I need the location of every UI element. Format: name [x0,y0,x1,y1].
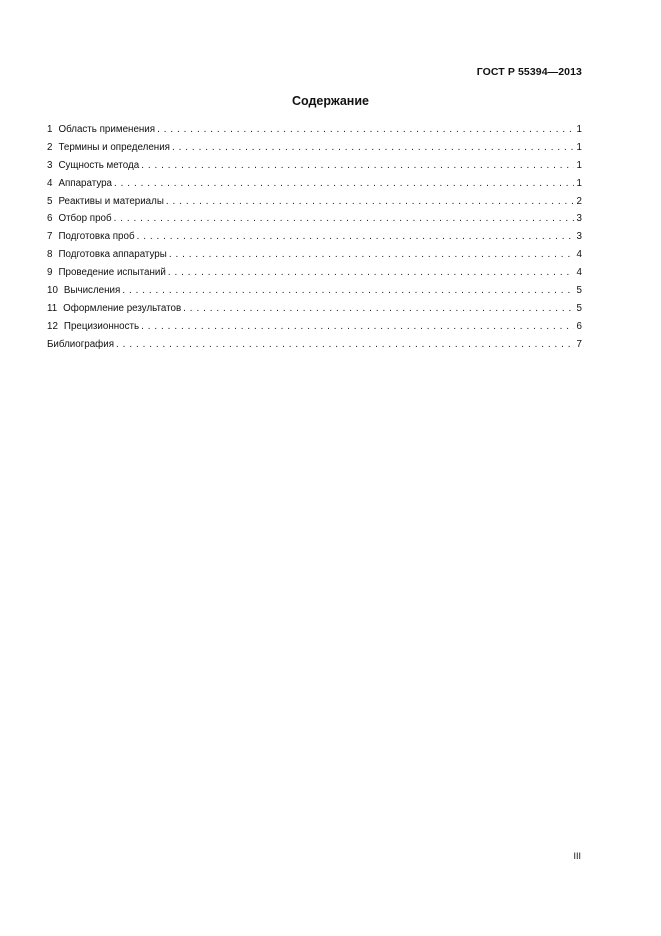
dot-leader [166,193,574,211]
dot-leader [172,139,574,157]
dot-leader [157,121,573,139]
dot-leader [137,228,574,246]
toc-title: Содержание [291,94,369,108]
toc-entry-title: Подготовка аппаратуры [58,249,167,261]
toc-entry-title: Оформление результатов [63,302,182,314]
toc-entry-title: Аппаратура [58,177,113,189]
toc-entry-2[interactable] [47,139,582,157]
toc-entry-page: 1 [576,124,582,135]
toc-entry-6[interactable] [47,210,582,228]
toc-entry-title: Библиография [47,338,115,350]
toc-entry-page: 3 [576,231,582,243]
dot-leader [116,336,574,354]
toc-entry-page: 3 [576,213,582,225]
toc-entry-4[interactable] [47,175,582,193]
dot-leader [183,300,573,318]
toc-entry-page: 1 [576,141,582,153]
document-id: ГОСТ Р 55394—2013 [476,66,582,78]
dot-leader [114,210,574,228]
page-number: III [573,851,581,861]
toc-entry-9[interactable] [47,264,582,282]
dot-leader [169,246,574,264]
toc-entry-number: 4 [47,177,53,189]
toc-entry-number: 8 [47,249,53,261]
table-of-contents [47,121,582,354]
toc-entry-3[interactable] [47,157,582,175]
toc-entry-number: 11 [47,302,58,314]
toc-entry-number: 6 [47,213,53,225]
toc-entry-number: 7 [47,231,53,243]
toc-entry-title: Проведение испытаний [58,267,166,279]
toc-entry-7[interactable] [47,228,582,246]
toc-entry-page: 7 [576,338,582,350]
toc-entry-8[interactable] [47,246,582,264]
toc-entry-page: 5 [576,285,582,297]
toc-entry-number: 9 [47,267,53,279]
dot-leader [114,175,574,193]
toc-entry-title: Подготовка проб [58,231,135,243]
toc-entry-title: Сущность метода [58,159,140,171]
toc-entry-title: Область применения [58,124,156,135]
toc-entry-12[interactable] [47,318,582,336]
toc-entry-page: 1 [576,159,582,171]
dot-leader [141,318,573,336]
toc-entry-10[interactable] [47,282,582,300]
toc-entry-title: Термины и определения [58,141,170,153]
toc-entry-number: 3 [47,159,53,171]
dot-leader [168,264,574,282]
toc-entry-page: 6 [576,320,582,332]
toc-entry-11[interactable] [47,300,582,318]
toc-entry-number: 12 [47,320,58,332]
dot-leader [122,282,573,300]
toc-entry-title: Отбор проб [58,213,112,225]
toc-entry-number: 5 [47,195,53,207]
toc-entry-number: 1 [47,124,53,135]
toc-entry-page: 1 [576,177,582,189]
toc-entry-number: 2 [47,141,53,153]
toc-entry-title: Вычисления [63,285,121,297]
toc-entry-bibliography[interactable] [47,336,582,354]
toc-entry-5[interactable] [47,193,582,211]
toc-entry-page: 4 [576,249,582,261]
toc-entry-title: Прецизионность [63,320,140,332]
toc-entry-title: Реактивы и материалы [58,195,164,207]
dot-leader [141,157,573,175]
toc-entry-number: 10 [47,285,58,297]
toc-entry-page: 4 [576,267,582,279]
toc-entry-page: 5 [576,302,582,314]
toc-entry-page: 2 [576,195,582,207]
toc-entry-1[interactable] [47,121,582,139]
